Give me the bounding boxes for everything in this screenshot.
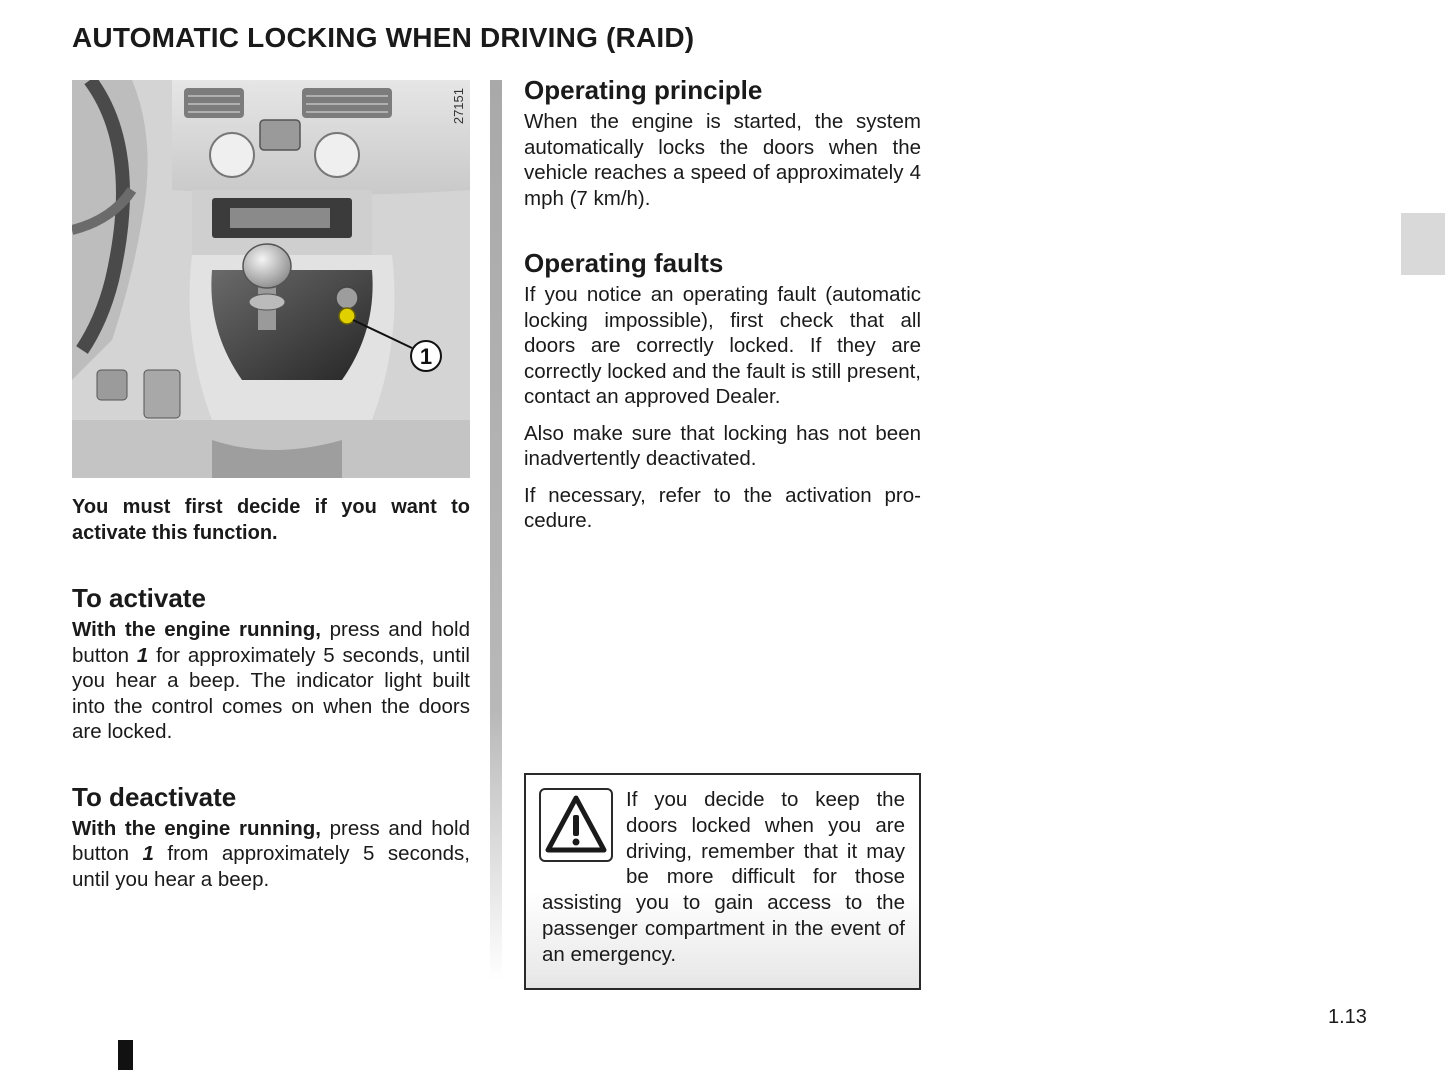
activate-bold-lead: With the engine running, bbox=[72, 618, 321, 641]
warning-text: If you decide to keep the doors locked when you are driving, remember that it may be more difficult for those assisting you to gain access to the passenger compartment in the event of an emergency. bbox=[542, 788, 905, 966]
activate-text-part-1: press and hold button bbox=[72, 618, 470, 667]
deactivate-text-part-2: from approximately 5 seconds, until you hear a beep. bbox=[72, 842, 470, 891]
activate-text-part-2: for approximately 5 seconds, until you hear a beep. The indicator light built into the control comes on when the doors are locked. bbox=[72, 643, 470, 743]
deactivate-text-part-1: press and hold button bbox=[72, 816, 470, 865]
activate-text bbox=[72, 617, 470, 745]
warning-box bbox=[524, 773, 921, 990]
principle-heading: Operating principle bbox=[524, 75, 763, 105]
deactivate-heading: To deactivate bbox=[72, 781, 237, 812]
corner-mark bbox=[118, 1040, 133, 1070]
right-column bbox=[524, 74, 921, 534]
deactivate-text bbox=[72, 816, 470, 893]
faults-heading: Operating faults bbox=[524, 248, 724, 278]
activate-button-ref: 1 bbox=[136, 643, 149, 667]
faults-paragraph-2: Also make sure that locking has not been inadvertently deactivated. bbox=[524, 421, 921, 470]
faults-paragraph-1: If you notice an operating fault (automatic locking impossible), first check that all doors are correctly locked. If they are correctly locked and the fault is still present, contact an approved Dealer. bbox=[524, 283, 921, 408]
left-column bbox=[72, 80, 470, 892]
dashboard-illustration bbox=[72, 80, 470, 478]
dashboard-drawing bbox=[72, 80, 470, 478]
deactivate-button-ref: 1 bbox=[142, 842, 154, 865]
activate-heading: To activate bbox=[72, 583, 206, 613]
principle-text: When the engine is started, the system automatically locks the doors when the vehicle reaches a speed of approximately 4 mph (7 km/h). bbox=[524, 110, 921, 210]
callout-label: 1 bbox=[419, 344, 433, 369]
faults-paragraph-3: If necessary, refer to the activation procedure. bbox=[524, 483, 921, 532]
page-number: 1.13 bbox=[1328, 1006, 1367, 1028]
deactivate-bold-lead: With the engine running, bbox=[72, 816, 321, 840]
warning-triangle-icon bbox=[539, 788, 613, 862]
page-title: AUTOMATIC LOCKING WHEN DRIVING (RAID) bbox=[72, 22, 695, 53]
figure-reference-number: 27151 bbox=[451, 88, 466, 125]
intro-note: You must first decide if you want to activate this function. bbox=[72, 496, 470, 544]
column-divider bbox=[490, 80, 502, 980]
side-thumb-tab bbox=[1401, 213, 1445, 275]
